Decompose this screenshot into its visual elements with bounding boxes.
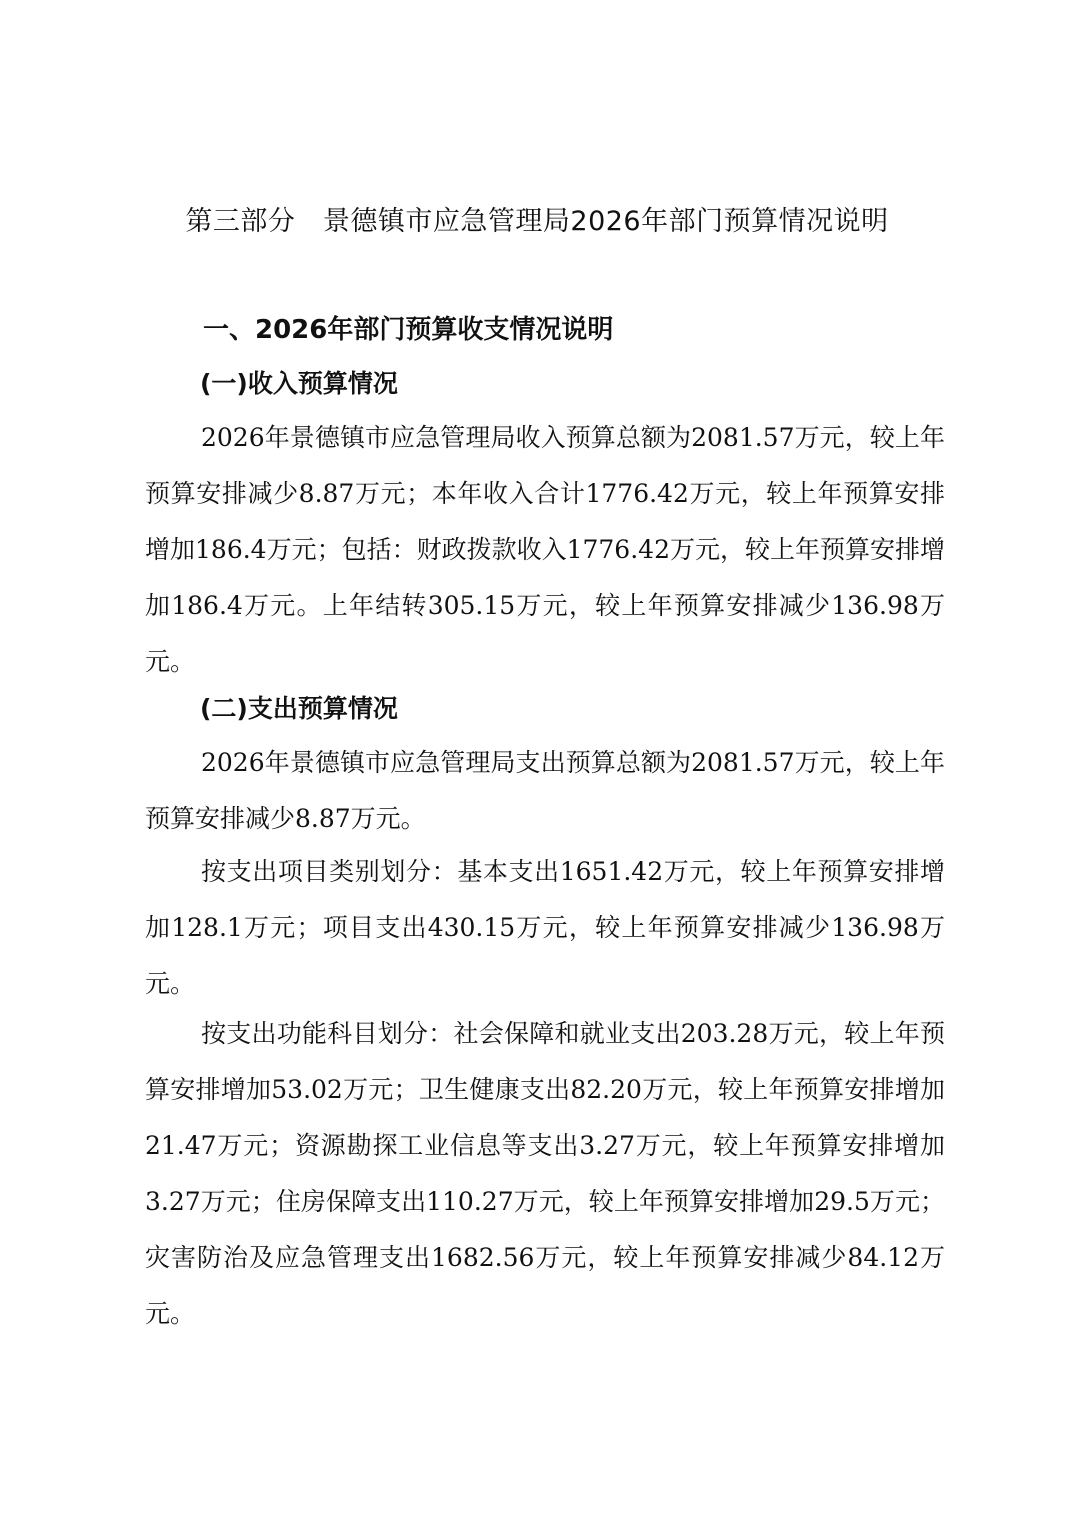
income-paragraph: 2026年景德镇市应急管理局收入预算总额为2081.57万元，较上年预算安排减少8.87万元；本年收入合计1776.42万元，较上年预算安排增加186.4万元；包括：财政拨款收入1776.42万元，较上年预算安排增加186.4万元。上年结转305.15万元，较上年预算安排减少136.98万元。 bbox=[145, 423, 945, 676]
expenditure-total-paragraph: 2026年景德镇市应急管理局支出预算总额为2081.57万元，较上年预算安排减少8.87万元。 bbox=[145, 748, 945, 833]
expenditure-heading: (二)支出预算情况 bbox=[200, 694, 398, 723]
expenditure-by-function-paragraph: 按支出功能科目划分：社会保障和就业支出203.28万元，较上年预算安排增加53.02万元；卫生健康支出82.20万元，较上年预算安排增加21.47万元；资源勘探工业信息等支出3.27万元，较上年预算安排增加3.27万元；住房保障支出110.27万元，较上年预算安排增加29.5万元；灾害防治及应急管理支出1682.56万元，较上年预算安排减少84.12万元。 bbox=[145, 1019, 945, 1328]
section-heading: 一、2026年部门预算收支情况说明 bbox=[203, 315, 614, 345]
income-heading: (一)收入预算情况 bbox=[200, 369, 398, 398]
document-title: 第三部分 景德镇市应急管理局2026年部门预算情况说明 bbox=[185, 206, 889, 237]
expenditure-by-project-paragraph: 按支出项目类别划分：基本支出1651.42万元，较上年预算安排增加128.1万元；项目支出430.15万元，较上年预算安排减少136.98万元。 bbox=[145, 857, 945, 998]
